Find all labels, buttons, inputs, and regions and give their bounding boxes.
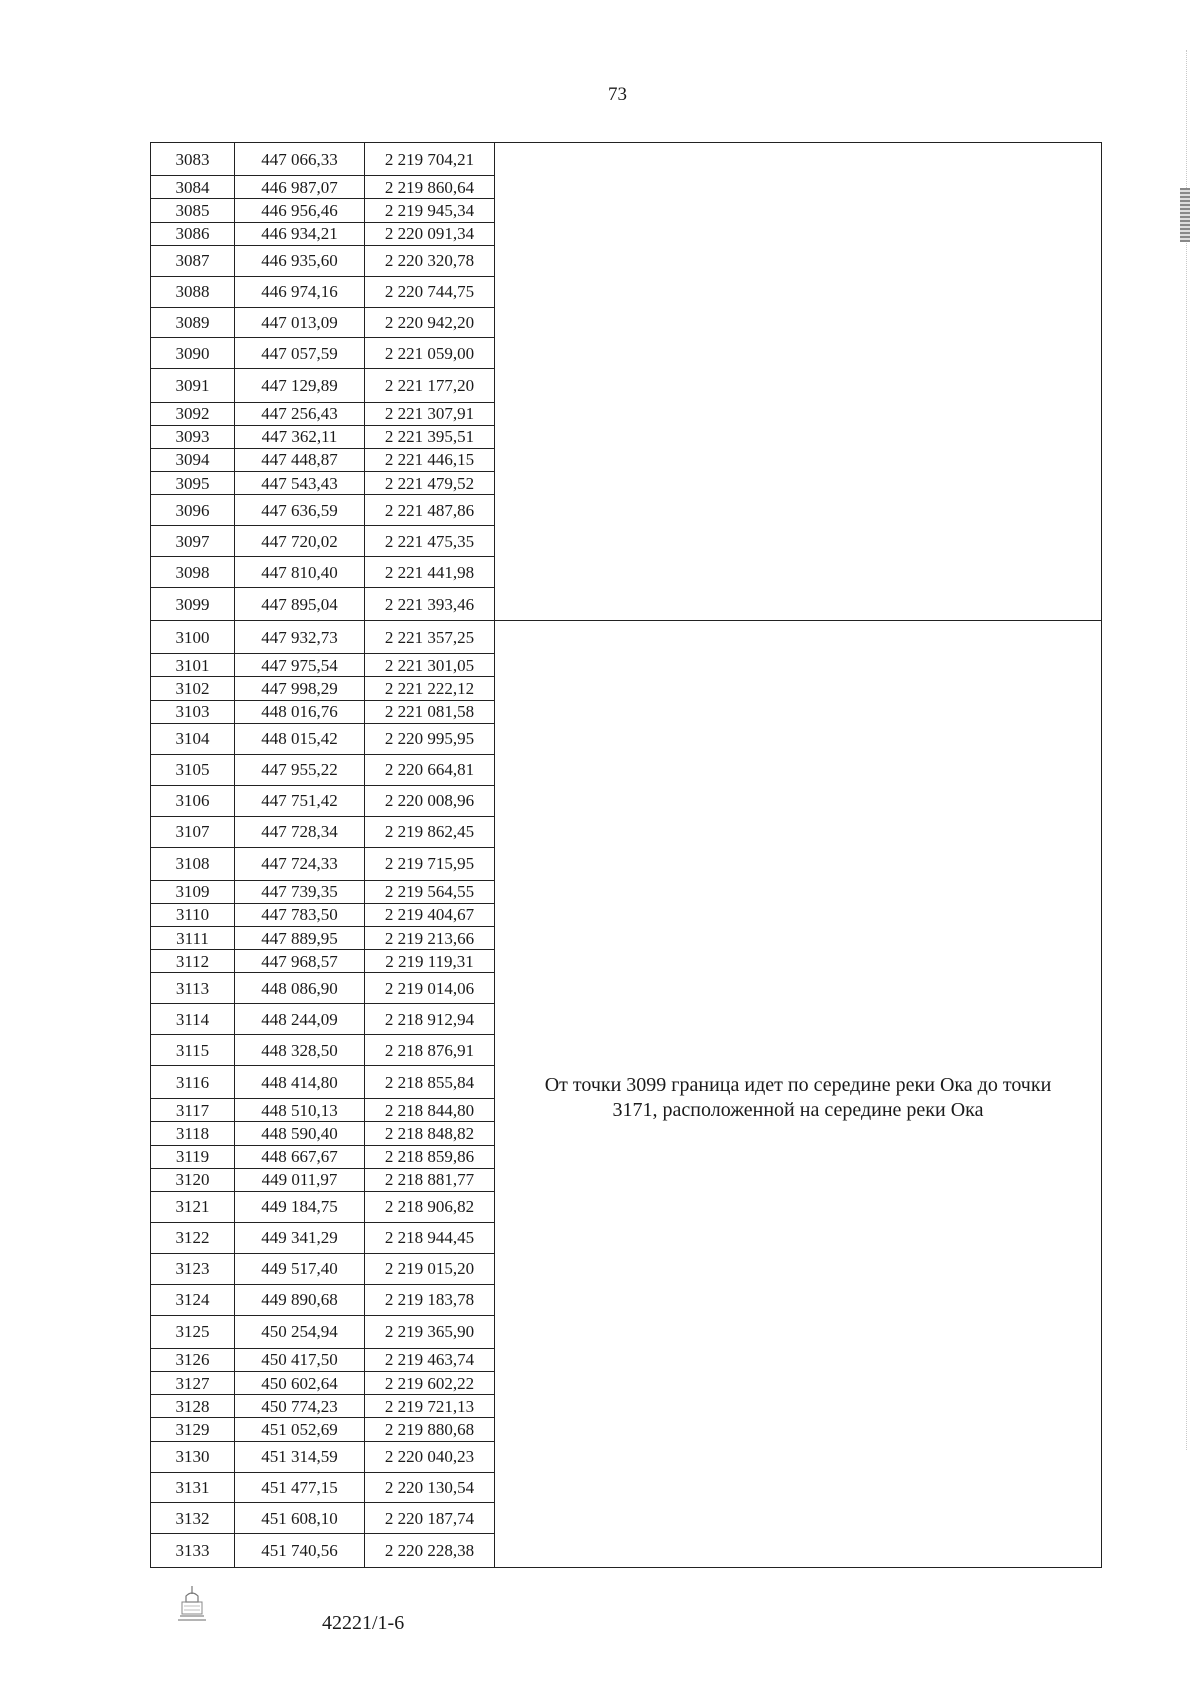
- y-coordinate-cell: 2 218 859,86: [365, 1145, 495, 1168]
- y-coordinate-cell: 2 221 446,15: [365, 448, 495, 471]
- point-number-cell: 3108: [151, 847, 235, 880]
- point-number-cell: 3120: [151, 1168, 235, 1191]
- y-coordinate-cell: 2 219 119,31: [365, 950, 495, 973]
- x-coordinate-cell: 447 728,34: [235, 816, 365, 847]
- y-coordinate-cell: 2 219 365,90: [365, 1315, 495, 1348]
- y-coordinate-cell: 2 221 059,00: [365, 338, 495, 369]
- x-coordinate-cell: 447 724,33: [235, 847, 365, 880]
- point-number-cell: 3085: [151, 199, 235, 222]
- y-coordinate-cell: 2 221 393,46: [365, 588, 495, 621]
- x-coordinate-cell: 448 086,90: [235, 973, 365, 1004]
- x-coordinate-cell: 448 590,40: [235, 1122, 365, 1145]
- point-number-cell: 3098: [151, 557, 235, 588]
- point-number-cell: 3089: [151, 307, 235, 338]
- point-number-cell: 3116: [151, 1066, 235, 1099]
- point-number-cell: 3131: [151, 1472, 235, 1503]
- description-cell-main: [495, 621, 1102, 1568]
- x-coordinate-cell: 447 975,54: [235, 654, 365, 677]
- scan-mark: [1180, 188, 1190, 242]
- x-coordinate-cell: 447 256,43: [235, 402, 365, 425]
- y-coordinate-cell: 2 221 441,98: [365, 557, 495, 588]
- x-coordinate-cell: 447 889,95: [235, 927, 365, 950]
- coordinates-table-body: [151, 143, 1102, 1568]
- x-coordinate-cell: 447 129,89: [235, 369, 365, 402]
- point-number-cell: 3132: [151, 1503, 235, 1534]
- point-number-cell: 3095: [151, 472, 235, 495]
- x-coordinate-cell: 449 890,68: [235, 1284, 365, 1315]
- y-coordinate-cell: 2 219 721,13: [365, 1395, 495, 1418]
- x-coordinate-cell: 447 543,43: [235, 472, 365, 495]
- x-coordinate-cell: 447 636,59: [235, 495, 365, 526]
- point-number-cell: 3128: [151, 1395, 235, 1418]
- point-number-cell: 3103: [151, 700, 235, 723]
- y-coordinate-cell: 2 218 912,94: [365, 1004, 495, 1035]
- x-coordinate-cell: 447 932,73: [235, 621, 365, 654]
- x-coordinate-cell: 450 254,94: [235, 1315, 365, 1348]
- point-number-cell: 3097: [151, 526, 235, 557]
- table-row: [151, 143, 1102, 176]
- y-coordinate-cell: 2 220 942,20: [365, 307, 495, 338]
- point-number-cell: 3122: [151, 1222, 235, 1253]
- y-coordinate-cell: 2 218 855,84: [365, 1066, 495, 1099]
- y-coordinate-cell: 2 221 487,86: [365, 495, 495, 526]
- x-coordinate-cell: 446 987,07: [235, 176, 365, 199]
- y-coordinate-cell: 2 221 395,51: [365, 425, 495, 448]
- point-number-cell: 3117: [151, 1099, 235, 1122]
- y-coordinate-cell: 2 220 008,96: [365, 785, 495, 816]
- point-number-cell: 3123: [151, 1253, 235, 1284]
- point-number-cell: 3094: [151, 448, 235, 471]
- y-coordinate-cell: 2 221 357,25: [365, 621, 495, 654]
- y-coordinate-cell: 2 220 130,54: [365, 1472, 495, 1503]
- y-coordinate-cell: 2 220 091,34: [365, 222, 495, 245]
- point-number-cell: 3086: [151, 222, 235, 245]
- x-coordinate-cell: 446 974,16: [235, 276, 365, 307]
- point-number-cell: 3118: [151, 1122, 235, 1145]
- y-coordinate-cell: 2 221 081,58: [365, 700, 495, 723]
- point-number-cell: 3088: [151, 276, 235, 307]
- point-number-cell: 3125: [151, 1315, 235, 1348]
- x-coordinate-cell: 448 510,13: [235, 1099, 365, 1122]
- y-coordinate-cell: 2 219 704,21: [365, 143, 495, 176]
- point-number-cell: 3087: [151, 245, 235, 276]
- point-number-cell: 3111: [151, 927, 235, 950]
- point-number-cell: 3101: [151, 654, 235, 677]
- y-coordinate-cell: 2 220 744,75: [365, 276, 495, 307]
- point-number-cell: 3113: [151, 973, 235, 1004]
- boundary-description: От точки 3099 граница идет по середине реки Ока до точки 3171, расположенной на середине реки Ока: [544, 1074, 1052, 1122]
- point-number-cell: 3105: [151, 754, 235, 785]
- x-coordinate-cell: 447 057,59: [235, 338, 365, 369]
- point-number-cell: 3110: [151, 903, 235, 926]
- y-coordinate-cell: 2 219 564,55: [365, 880, 495, 903]
- y-coordinate-cell: 2 220 320,78: [365, 245, 495, 276]
- point-number-cell: 3092: [151, 402, 235, 425]
- y-coordinate-cell: 2 219 715,95: [365, 847, 495, 880]
- point-number-cell: 3129: [151, 1418, 235, 1441]
- y-coordinate-cell: 2 219 183,78: [365, 1284, 495, 1315]
- x-coordinate-cell: 447 895,04: [235, 588, 365, 621]
- y-coordinate-cell: 2 220 664,81: [365, 754, 495, 785]
- point-number-cell: 3133: [151, 1534, 235, 1568]
- point-number-cell: 3104: [151, 723, 235, 754]
- point-number-cell: 3115: [151, 1035, 235, 1066]
- x-coordinate-cell: 448 016,76: [235, 700, 365, 723]
- point-number-cell: 3114: [151, 1004, 235, 1035]
- x-coordinate-cell: 447 751,42: [235, 785, 365, 816]
- scan-edge: [1186, 50, 1189, 1450]
- y-coordinate-cell: 2 221 307,91: [365, 402, 495, 425]
- y-coordinate-cell: 2 221 301,05: [365, 654, 495, 677]
- point-number-cell: 3130: [151, 1441, 235, 1472]
- x-coordinate-cell: 446 956,46: [235, 199, 365, 222]
- y-coordinate-cell: 2 218 944,45: [365, 1222, 495, 1253]
- y-coordinate-cell: 2 220 995,95: [365, 723, 495, 754]
- y-coordinate-cell: 2 219 404,67: [365, 903, 495, 926]
- x-coordinate-cell: 447 013,09: [235, 307, 365, 338]
- point-number-cell: 3093: [151, 425, 235, 448]
- x-coordinate-cell: 450 774,23: [235, 1395, 365, 1418]
- point-number-cell: 3126: [151, 1348, 235, 1371]
- x-coordinate-cell: 447 783,50: [235, 903, 365, 926]
- x-coordinate-cell: 449 517,40: [235, 1253, 365, 1284]
- y-coordinate-cell: 2 218 848,82: [365, 1122, 495, 1145]
- document-code: 42221/1-6: [322, 1612, 405, 1634]
- point-number-cell: 3099: [151, 588, 235, 621]
- y-coordinate-cell: 2 218 906,82: [365, 1192, 495, 1223]
- point-number-cell: 3102: [151, 677, 235, 700]
- point-number-cell: 3096: [151, 495, 235, 526]
- y-coordinate-cell: 2 221 479,52: [365, 472, 495, 495]
- x-coordinate-cell: 446 934,21: [235, 222, 365, 245]
- y-coordinate-cell: 2 218 881,77: [365, 1168, 495, 1191]
- x-coordinate-cell: 446 935,60: [235, 245, 365, 276]
- point-number-cell: 3090: [151, 338, 235, 369]
- y-coordinate-cell: 2 218 844,80: [365, 1099, 495, 1122]
- x-coordinate-cell: 447 810,40: [235, 557, 365, 588]
- y-coordinate-cell: 2 221 222,12: [365, 677, 495, 700]
- point-number-cell: 3084: [151, 176, 235, 199]
- y-coordinate-cell: 2 220 040,23: [365, 1441, 495, 1472]
- table-row: [151, 621, 1102, 654]
- x-coordinate-cell: 451 608,10: [235, 1503, 365, 1534]
- point-number-cell: 3119: [151, 1145, 235, 1168]
- point-number-cell: 3112: [151, 950, 235, 973]
- point-number-cell: 3124: [151, 1284, 235, 1315]
- y-coordinate-cell: 2 219 014,06: [365, 973, 495, 1004]
- point-number-cell: 3083: [151, 143, 235, 176]
- x-coordinate-cell: 447 362,11: [235, 425, 365, 448]
- description-cell-top: [495, 143, 1102, 621]
- x-coordinate-cell: 449 011,97: [235, 1168, 365, 1191]
- x-coordinate-cell: 450 417,50: [235, 1348, 365, 1371]
- point-number-cell: 3100: [151, 621, 235, 654]
- y-coordinate-cell: 2 219 862,45: [365, 816, 495, 847]
- x-coordinate-cell: 447 955,22: [235, 754, 365, 785]
- coordinates-table: [150, 142, 1102, 1568]
- y-coordinate-cell: 2 221 177,20: [365, 369, 495, 402]
- y-coordinate-cell: 2 218 876,91: [365, 1035, 495, 1066]
- y-coordinate-cell: 2 219 602,22: [365, 1372, 495, 1395]
- y-coordinate-cell: 2 220 228,38: [365, 1534, 495, 1568]
- x-coordinate-cell: 449 184,75: [235, 1192, 365, 1223]
- x-coordinate-cell: 447 998,29: [235, 677, 365, 700]
- x-coordinate-cell: 447 448,87: [235, 448, 365, 471]
- y-coordinate-cell: 2 220 187,74: [365, 1503, 495, 1534]
- point-number-cell: 3109: [151, 880, 235, 903]
- x-coordinate-cell: 448 015,42: [235, 723, 365, 754]
- x-coordinate-cell: 447 968,57: [235, 950, 365, 973]
- x-coordinate-cell: 448 328,50: [235, 1035, 365, 1066]
- y-coordinate-cell: 2 221 475,35: [365, 526, 495, 557]
- x-coordinate-cell: 447 066,33: [235, 143, 365, 176]
- x-coordinate-cell: 451 314,59: [235, 1441, 365, 1472]
- x-coordinate-cell: 451 477,15: [235, 1472, 365, 1503]
- page-number: 73: [608, 84, 627, 105]
- point-number-cell: 3107: [151, 816, 235, 847]
- x-coordinate-cell: 447 720,02: [235, 526, 365, 557]
- point-number-cell: 3091: [151, 369, 235, 402]
- point-number-cell: 3121: [151, 1192, 235, 1223]
- y-coordinate-cell: 2 219 945,34: [365, 199, 495, 222]
- x-coordinate-cell: 451 052,69: [235, 1418, 365, 1441]
- x-coordinate-cell: 451 740,56: [235, 1534, 365, 1568]
- y-coordinate-cell: 2 219 213,66: [365, 927, 495, 950]
- x-coordinate-cell: 448 244,09: [235, 1004, 365, 1035]
- point-number-cell: 3106: [151, 785, 235, 816]
- x-coordinate-cell: 450 602,64: [235, 1372, 365, 1395]
- y-coordinate-cell: 2 219 880,68: [365, 1418, 495, 1441]
- y-coordinate-cell: 2 219 015,20: [365, 1253, 495, 1284]
- notary-stamp-icon: [172, 1582, 212, 1626]
- point-number-cell: 3127: [151, 1372, 235, 1395]
- y-coordinate-cell: 2 219 860,64: [365, 176, 495, 199]
- x-coordinate-cell: 447 739,35: [235, 880, 365, 903]
- y-coordinate-cell: 2 219 463,74: [365, 1348, 495, 1371]
- x-coordinate-cell: 449 341,29: [235, 1222, 365, 1253]
- x-coordinate-cell: 448 667,67: [235, 1145, 365, 1168]
- x-coordinate-cell: 448 414,80: [235, 1066, 365, 1099]
